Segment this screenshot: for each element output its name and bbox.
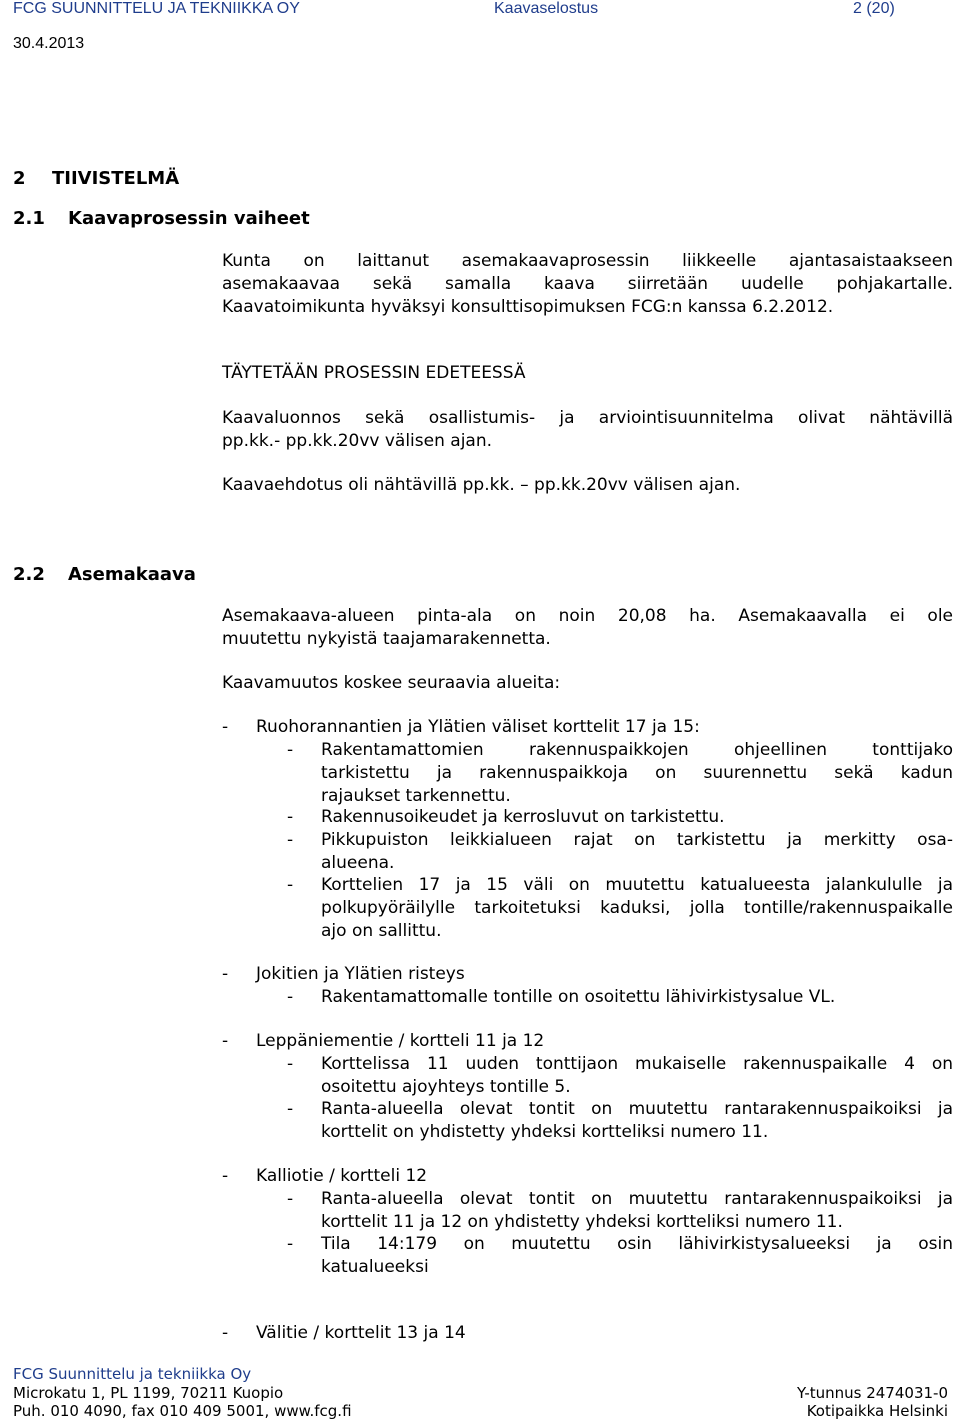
list-item-line: osoitettu ajoyhteys tontille 5. bbox=[321, 1077, 571, 1097]
section-2-1-number: 2.1 bbox=[13, 208, 45, 229]
item-dash: - bbox=[287, 1054, 294, 1074]
area-dash: - bbox=[222, 1031, 229, 1051]
area-line-2: muutettu nykyistä taajamarakennetta. bbox=[222, 629, 551, 649]
list-item-line: korttelit 11 ja 12 on yhdistetty yhdeksi kortteliksi numero 11. bbox=[321, 1212, 843, 1232]
area-dash: - bbox=[222, 717, 229, 737]
area-title: Ruohorannantien ja Ylätien väliset korttelit 17 ja 15: bbox=[256, 717, 700, 737]
area-dash: - bbox=[222, 964, 229, 984]
list-item-line: alueena. bbox=[321, 853, 395, 873]
list-item-line: Rakentamattomien rakennuspaikkojen ohjeellinen tonttijako bbox=[321, 740, 953, 760]
list-item-line: polkupyöräilylle tarkoitetuksi kaduksi, jolla tontille/rakennuspaikalle bbox=[321, 898, 953, 918]
changes-intro: Kaavamuutos koskee seuraavia alueita: bbox=[222, 673, 561, 693]
item-dash: - bbox=[287, 807, 294, 827]
proposal-line: Kaavaehdotus oli nähtävillä pp.kk. – pp.kk.20vv välisen ajan. bbox=[222, 475, 741, 495]
section-2-number: 2 bbox=[13, 168, 26, 189]
footer-address: Microkatu 1, PL 1199, 70211 Kuopio bbox=[13, 1384, 284, 1402]
item-dash: - bbox=[287, 740, 294, 760]
draft-line-1: Kaavaluonnos sekä osallistumis- ja arviointisuunnitelma olivat nähtävillä bbox=[222, 408, 953, 428]
intro-line-3: Kaavatoimikunta hyväksyi konsulttisopimuksen FCG:n kanssa 6.2.2012. bbox=[222, 297, 834, 317]
list-item-line: ajo on sallittu. bbox=[321, 921, 442, 941]
area-title: Välitie / korttelit 13 ja 14 bbox=[256, 1323, 466, 1343]
area-title: Jokitien ja Ylätien risteys bbox=[256, 964, 465, 984]
header-date: 30.4.2013 bbox=[13, 35, 85, 52]
list-item-line: tarkistettu ja rakennuspaikkoja on suurennettu sekä kadun bbox=[321, 763, 953, 783]
list-item-line: Rakentamattomalle tontille on osoitettu lähivirkistysalue VL. bbox=[321, 987, 836, 1007]
item-dash: - bbox=[287, 1234, 294, 1254]
section-2-1-title: Kaavaprosessin vaiheet bbox=[68, 208, 310, 229]
todo-note: TÄYTETÄÄN PROSESSIN EDETEESSÄ bbox=[222, 363, 526, 383]
item-dash: - bbox=[287, 830, 294, 850]
item-dash: - bbox=[287, 987, 294, 1007]
intro-line-2: asemakaavaa sekä samalla kaava siirretään uudelle pohjakartalle. bbox=[222, 274, 953, 294]
header-page-number: 2 (20) bbox=[853, 0, 895, 17]
item-dash: - bbox=[287, 1099, 294, 1119]
section-2-2-title: Asemakaava bbox=[68, 564, 196, 585]
footer-company: FCG Suunnittelu ja tekniikka Oy bbox=[13, 1365, 252, 1383]
area-line-1: Asemakaava-alueen pinta-ala on noin 20,08 ha. Asemakaavalla ei ole bbox=[222, 606, 953, 626]
footer-contact: Puh. 010 4090, fax 010 409 5001, www.fcg.fi bbox=[13, 1402, 352, 1420]
footer-domicile: Kotipaikka Helsinki bbox=[806, 1402, 948, 1420]
header-doc-title: Kaavaselostus bbox=[494, 0, 599, 17]
area-title: Leppäniementie / kortteli 11 ja 12 bbox=[256, 1031, 545, 1051]
item-dash: - bbox=[287, 1189, 294, 1209]
list-item-line: Korttelissa 11 uuden tonttijaon mukaiselle rakennuspaikalle 4 on bbox=[321, 1054, 953, 1074]
section-2-2-number: 2.2 bbox=[13, 564, 45, 585]
list-item-line: Ranta-alueella olevat tontit on muutettu rantarakennuspaikoiksi ja bbox=[321, 1189, 953, 1209]
list-item-line: rajaukset tarkennettu. bbox=[321, 786, 511, 806]
list-item-line: katualueeksi bbox=[321, 1257, 429, 1277]
list-item-line: Tila 14:179 on muutettu osin lähivirkistysalueeksi ja osin bbox=[321, 1234, 953, 1254]
area-title: Kalliotie / kortteli 12 bbox=[256, 1166, 428, 1186]
list-item-line: Ranta-alueella olevat tontit on muutettu rantarakennuspaikoiksi ja bbox=[321, 1099, 953, 1119]
section-2-title: TIIVISTELMÄ bbox=[52, 168, 180, 189]
intro-line-1: Kunta on laittanut asemakaavaprosessin liikkeelle ajantasaistaakseen bbox=[222, 251, 953, 271]
list-item-line: Rakennusoikeudet ja kerrosluvut on tarkistettu. bbox=[321, 807, 725, 827]
list-item-line: Pikkupuiston leikkialueen rajat on tarkistettu ja merkitty osa- bbox=[321, 830, 953, 850]
area-dash: - bbox=[222, 1166, 229, 1186]
list-item-line: korttelit on yhdistetty yhdeksi kortteliksi numero 11. bbox=[321, 1122, 769, 1142]
list-item-line: Korttelien 17 ja 15 väli on muutettu katualueesta jalankululle ja bbox=[321, 875, 953, 895]
footer-business-id: Y-tunnus 2474031-0 bbox=[796, 1384, 948, 1402]
header-company: FCG SUUNNITTELU JA TEKNIIKKA OY bbox=[13, 0, 300, 17]
area-dash: - bbox=[222, 1323, 229, 1343]
item-dash: - bbox=[287, 875, 294, 895]
draft-line-2: pp.kk.- pp.kk.20vv välisen ajan. bbox=[222, 431, 493, 451]
